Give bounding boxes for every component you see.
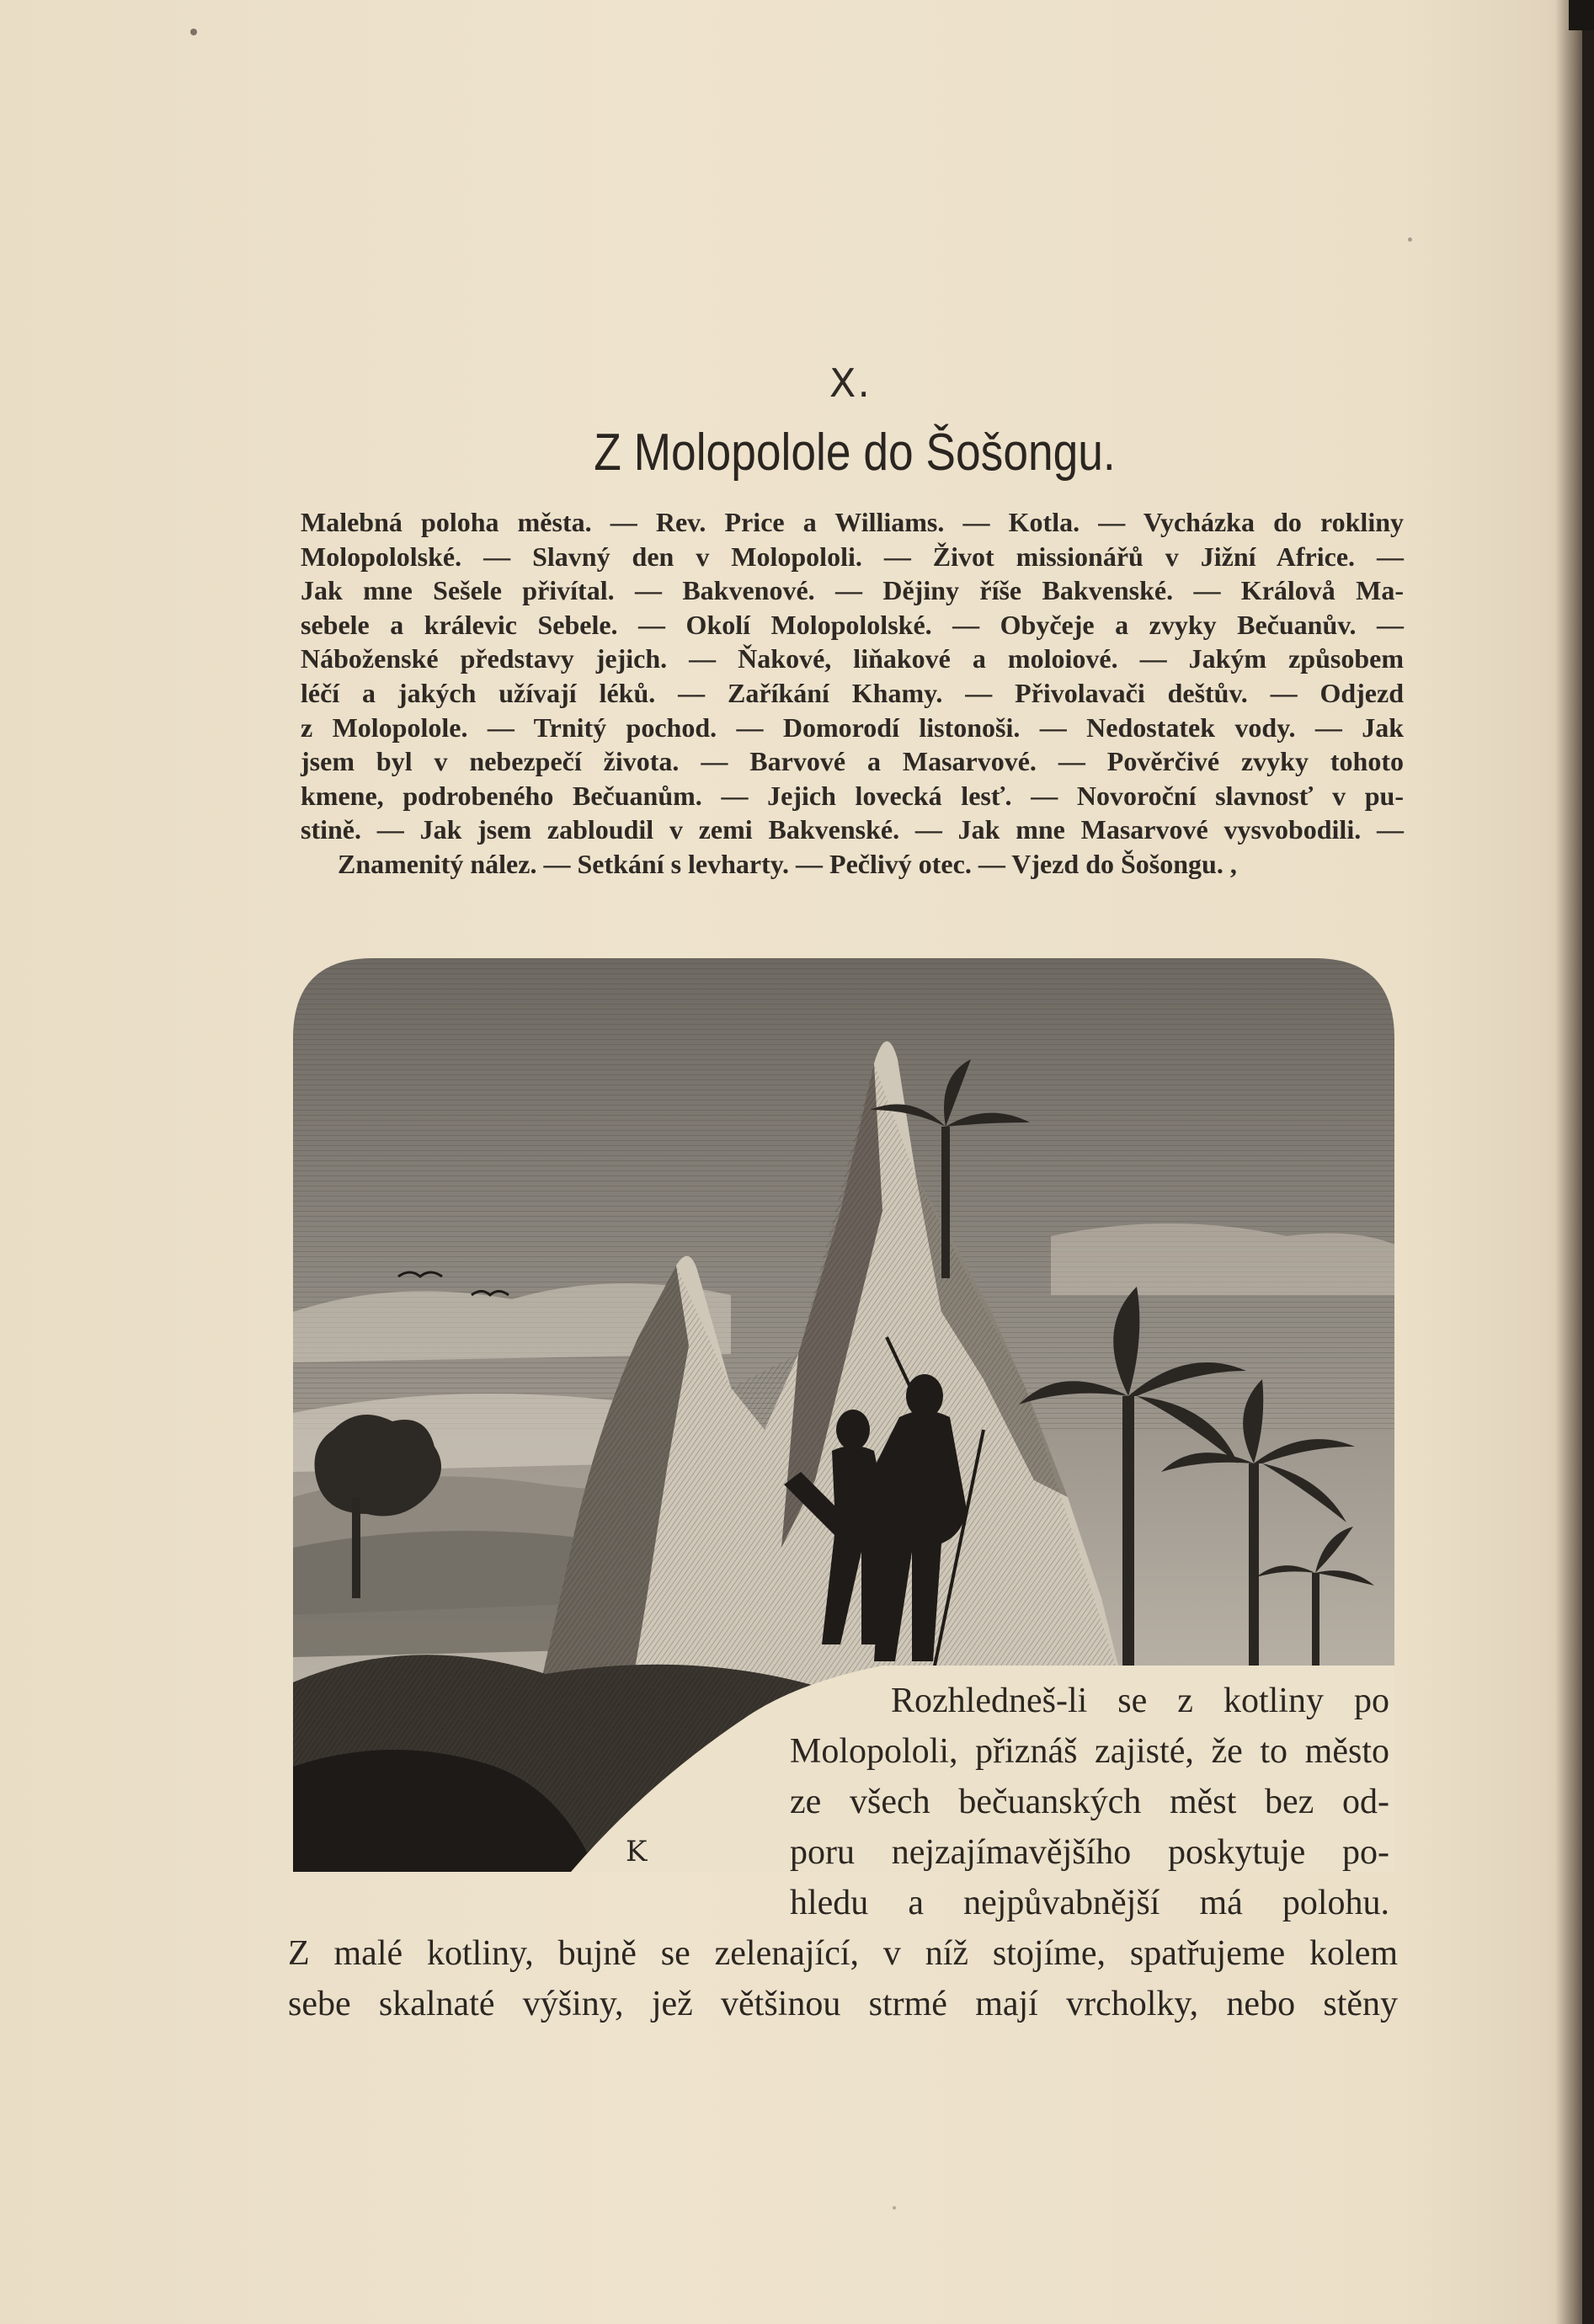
text-line: Molopololi, přiznáš zajisté, že to město bbox=[790, 1732, 1389, 1771]
text-line: Rozhledneš-li se z kotliny po bbox=[891, 1682, 1389, 1720]
summary-line: Molopololské. — Slavný den v Molopololi. — Život missionářů v Jižní Africe. — bbox=[301, 541, 1404, 572]
text-line: hledu a nejpůvabnější má polohu. bbox=[790, 1884, 1389, 1922]
text-line: poru nejzajímavějšího poskytuje po- bbox=[790, 1833, 1389, 1872]
summary-line: Jak mne Sešele přivítal. — Bakvenové. — Dějiny říše Bakvenské. — Královå Ma- bbox=[301, 575, 1404, 606]
paper-speck bbox=[893, 2206, 896, 2209]
main-text bbox=[288, 1928, 1398, 2029]
summary-line: z Molopolole. — Trnitý pochod. — Domorodí listonoši. — Nedostatek vody. — Jak bbox=[301, 712, 1404, 743]
chapter-title: Z Molopolole do Šošongu. bbox=[594, 424, 1116, 482]
summary-line: jsem byl v nebezpečí života. — Barvové a Masarvové. — Pověrčivé zvyky tohoto bbox=[301, 746, 1404, 777]
summary-line: stině. — Jak jsem zabloudil v zemi Bakvenské. — Jak mne Masarvové vysvobodili. — bbox=[301, 814, 1404, 845]
text-beside-illustration bbox=[790, 1676, 1389, 1928]
text-line: ze všech bečuanských měst bez od- bbox=[790, 1783, 1389, 1821]
summary-line: Malebná poloha města. — Rev. Price a Williams. — Kotla. — Vycházka do rokliny bbox=[301, 507, 1404, 537]
book-spine bbox=[1582, 0, 1594, 2324]
page-corner bbox=[1569, 0, 1594, 30]
paper-speck bbox=[1408, 237, 1412, 242]
chapter-summary bbox=[301, 505, 1404, 882]
summary-line: Znamenitý nález. — Setkání s levharty. — Pečlivý otec. — Vjezd do Šošongu. , bbox=[338, 848, 1237, 879]
summary-line: sebele a králevic Sebele. — Okolí Molopololské. — Obyčeje a zvyky Bečuanův. — bbox=[301, 609, 1404, 640]
paper-speck bbox=[190, 29, 197, 35]
text-line: Z malé kotliny, bujně se zelenající, v níž stojíme, spatřujeme kolem bbox=[288, 1934, 1398, 1973]
engraver-signature: K bbox=[626, 1835, 648, 1868]
chapter-number: X. bbox=[829, 360, 872, 406]
summary-line: kmene, podrobeného Bečuanům. — Jejich lovecká lesť. — Novoroční slavnosť v pu- bbox=[301, 780, 1404, 811]
text-line: sebe skalnaté výšiny, jež většinou strmé mají vrcholky, nebo stěny bbox=[288, 1985, 1398, 2023]
summary-line: Náboženské představy jejich. — Ňakové, liňakové a moloiové. — Jakým způsobem bbox=[301, 643, 1404, 674]
summary-line: léčí a jakých užívají léků. — Zaříkání Khamy. — Přivolavači deštův. — Odjezd bbox=[301, 677, 1404, 708]
